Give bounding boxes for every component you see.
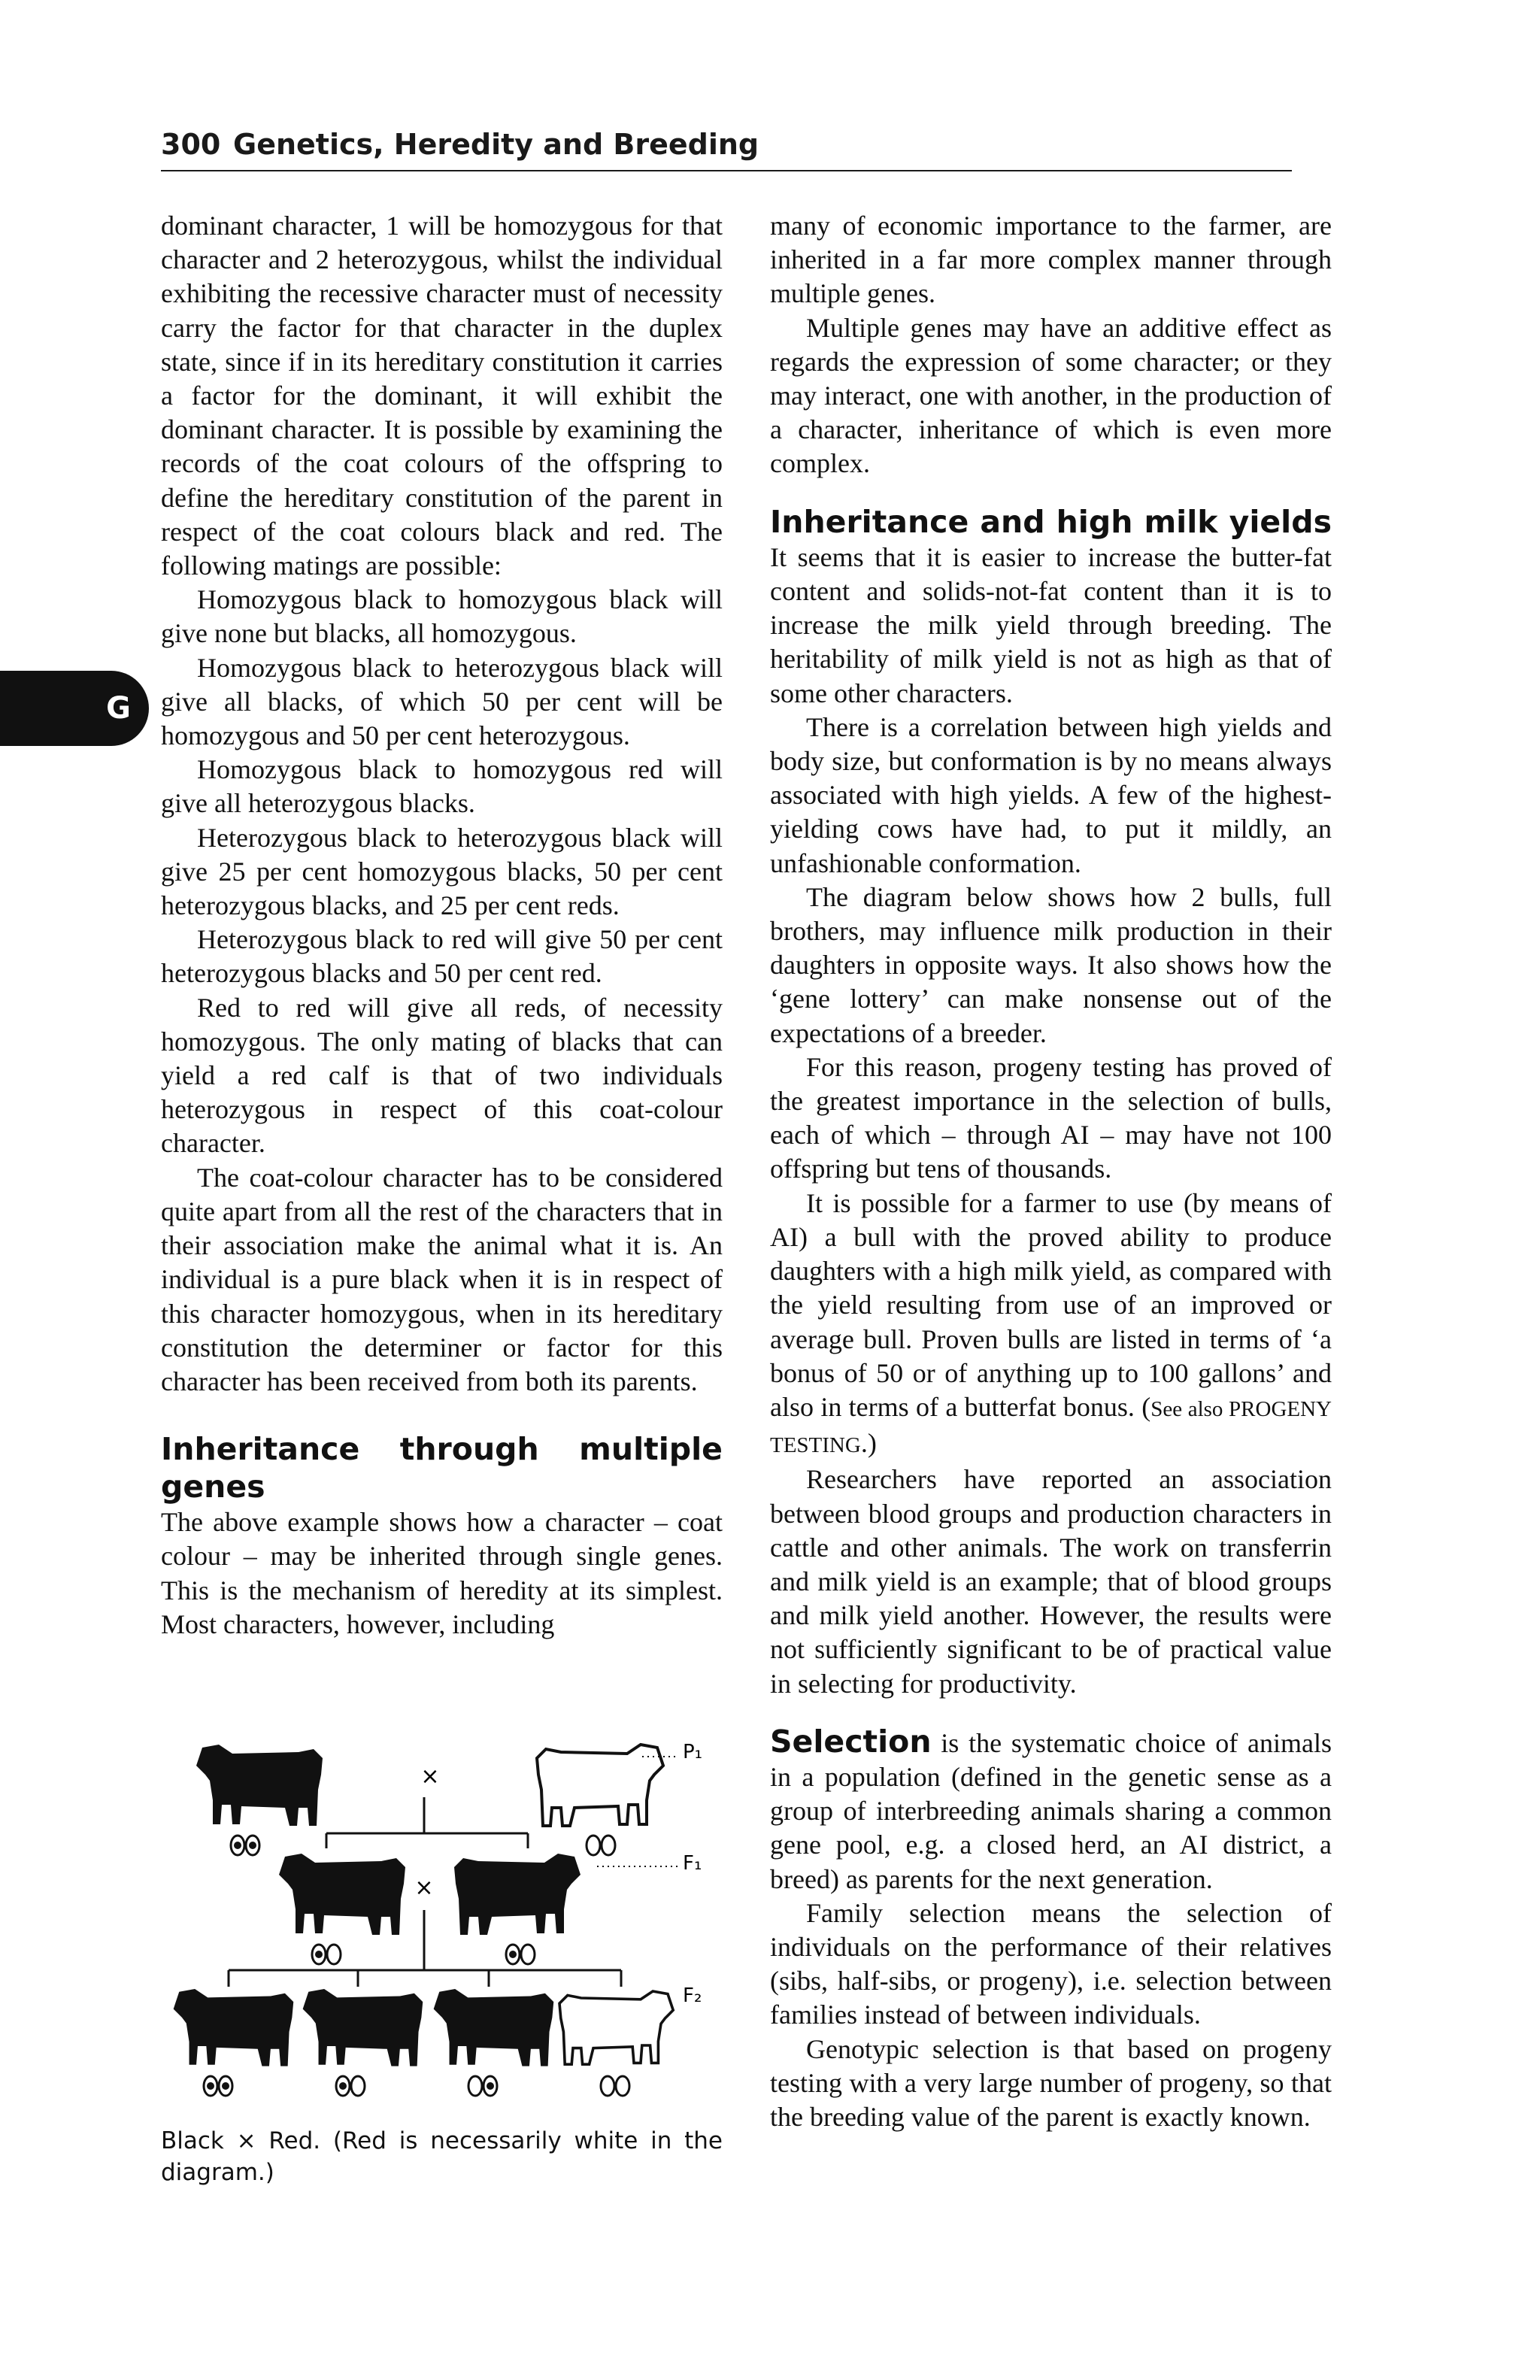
cow-black-f2 [303,1989,423,2066]
cross-reference: PROGENY TESTING [770,1396,1332,1458]
left-column [161,209,723,1642]
cow-black-f2 [434,1989,554,2066]
section-tab-letter: G [106,691,131,726]
gene-pair-heterozygous [506,1945,535,1964]
text: .) [860,1428,877,1459]
gene-pair-red [601,2076,629,2096]
cow-black-f1 [279,1854,405,1935]
runin-text: is the systematic choice of animals in a population (defined in the genetic sense as a group of interbreeding animals sharing a common gene pool, e.g. a closed herd, an AI district, a breed) as parents for the next generation. [770,1727,1332,1894]
running-header [161,125,1292,171]
gene-pair-heterozygous [336,2076,365,2096]
paragraph: There is a correlation between high yields and body size, but conformation is by no means always associated with high yields. A few of the highest-yielding cows have had, to put it mildly, an unfashionable conformation. [770,711,1332,878]
cow-black-f1 [454,1854,581,1935]
section-heading: Inheritance through multiple genes [161,1431,723,1505]
paragraph-with-runin [770,505,1332,711]
gene-pair-black [231,1836,259,1855]
paragraph: For this reason, progeny testing has proved of the greatest importance in the selection of bulls, each of which – through AI – may have not 100 offspring but tens of thousands. [770,1051,1332,1184]
cross-symbol: × [420,1763,440,1790]
paragraph: The diagram below shows how 2 bulls, full brothers, may influence milk production in their daughters in opposite ways. It also shows how the ‘gene lottery’ can make nonsense out of the expectations of a breeder. [770,881,1332,1048]
paragraph: Heterozygous black to heterozygous black will give 25 per cent homozygous blacks, 50 per cent heterozygous blacks, and 25 per cent reds. [161,822,723,921]
runin-heading: Inheritance and high milk yields [770,503,1332,540]
cow-black-p1 [196,1745,323,1826]
paragraph-with-runin [770,1725,1332,1896]
paragraph: The above example shows how a character – coat colour – may be inherited through single genes. This is the mechanism of heredity at its simplest. Most characters, however, including [161,1507,723,1639]
cow-red-f2 [559,1991,673,2064]
paragraph: dominant character, 1 will be homozygous for that character and 2 heterozygous, whilst the individual exhibiting the recessive character must of necessity carry the factor for that character in the duplex state, since if in its hereditary constitution it carries a factor for the dominant, it will exhibit the dominant character. It is possible by examining the records of the coat colours of the offspring to define the hereditary constitution of the parent in respect of the coat colours black and red. The following matings are possible: [161,211,723,581]
paragraph [770,1187,1332,1463]
gene-pair-red [587,1836,615,1855]
paragraph: Homozygous black to heterozygous black will give all blacks, of which 50 per cent will be homozygous and 50 per cent heterozygous. [161,652,723,751]
paragraph: Homozygous black to homozygous black will give none but blacks, all homozygous. [161,584,723,649]
runin-text: It seems that it is easier to increase the butter-fat content and solids-not-fat content than it is to increase the milk yield through breeding. The heritability of milk yield is not as high as that of some other characters. [770,541,1332,708]
inheritance-diagram-svg [161,1722,732,2121]
paragraph: Researchers have reported an association between blood groups and production characters in cattle and other animals. The work on transferrin and milk yield is an example; that of blood groups and milk yield another. However, the results were not sufficiently significant to be of practical value in selecting for productivity. [770,1464,1332,1699]
gene-pair-heterozygous [468,2076,497,2096]
paragraph: Heterozygous black to red will give 50 per cent heterozygous blacks and 50 per cent red. [161,924,723,989]
cow-red-p1 [537,1745,663,1826]
cow-black-f2 [174,1989,294,2066]
section-tab [0,671,149,746]
right-column [770,209,1332,2134]
figure-caption: Black × Red. (Red is necessarily white in the diagram.) [161,2127,723,2186]
generation-label-f2: F₂ [683,1984,702,2007]
gene-pair-black [204,2076,232,2096]
paragraph: Family selection means the selection of individuals on the performance of their relatives (sibs, half-sibs, or progeny), i.e. selection between families instead of between individuals. [770,1897,1332,2030]
paragraph: many of economic importance to the farmer, are inherited in a far more complex manner through multiple genes. [770,211,1332,309]
text: It is possible for a farmer to use (by means of AI) a bull with the proved ability to produce daughters with a high milk yield, as compared with the yield resulting from use of an improved or average bull. Proven bulls are listed in terms of ‘a bonus of 50 or of anything up to 100 gallons’ and also in terms of a butterfat bonus. ( [770,1187,1332,1422]
runin-heading: Selection [770,1723,932,1760]
paragraph: Homozygous black to homozygous red will give all heterozygous blacks. [161,754,723,819]
paragraph: Genotypic selection is that based on progeny testing with a very large number of progeny, so that the breeding value of the parent is exactly known. [770,2033,1332,2132]
cross-symbol: × [414,1875,434,1901]
paragraph: Multiple genes may have an additive effect as regards the expression of some character; or they may interact, one with another, in the production of a character, inheritance of which is even more complex. [770,312,1332,479]
paragraph: The coat-colour character has to be considered quite apart from all the rest of the characters that in their association make the animal what it is. An individual is a pure black when it is in respect of this character homozygous, when in its hereditary constitution the determiner or factor for this character has been received from both its parents. [161,1162,723,1396]
generation-label-f1: F₁ [683,1852,702,1875]
generation-label-p1: P₁ [683,1741,703,1763]
text-small: See also [1150,1396,1223,1421]
page-number: 300 [161,128,221,161]
gene-pair-heterozygous [312,1945,341,1964]
pedigree-lines-p1 [326,1797,528,1848]
paragraph: Red to red will give all reds, of necessity homozygous. The only mating of blacks that can yield a red calf is that of two individuals heterozygous in respect of this coat-colour character. [161,992,723,1159]
running-title: Genetics, Heredity and Breeding [233,128,759,161]
